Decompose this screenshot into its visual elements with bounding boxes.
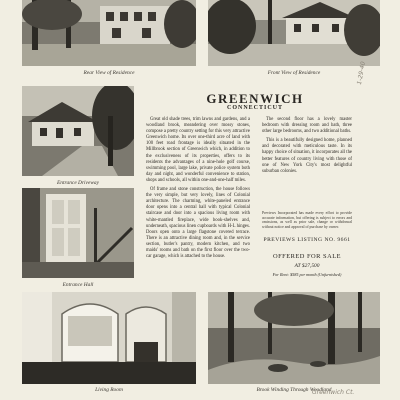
body-paragraph: Great old shade trees, trim lawns and gardens, and a woodland brook, meandering over mossy stones, compose a pretty country setting for this very attractive Greenwich home. Its over one-third acre of land with 100 feet road frontage is ideally situated in the Millbrook section of Greenwich which, in addition to the exclusiveness of its properties, offers to its residents the advantages of a nine-hole golf course, swimming pool, large lake, private police system both day and night, and wonderful convenience to station, shops and schools, all within one-and-one-half miles. xyxy=(146,117,250,183)
living-room-caption: Living Room xyxy=(95,387,123,393)
entrance-hall-caption: Entrance Hall xyxy=(62,282,94,288)
brook-photo xyxy=(208,292,380,384)
page-subtitle: CONNECTICUT xyxy=(226,105,283,111)
page-title: GREENWICH xyxy=(206,91,304,106)
front-view-photo xyxy=(208,0,380,66)
rent-price: For Rent: $585 per month (Unfurnished) xyxy=(272,272,342,277)
pencil-note-date: 1-29-40 xyxy=(356,60,367,86)
body-paragraph: Of frame and stone construction, the house follows the very simple, but very lovely, lines of Colonial architecture. The charming, white-paneled entrance door opens into a central hall with typical Colonial staircase and door into a spacious living room with white-mantled fireplace, wide book-shelves and, underneath, spacious linen cupboards with H-L hinges. Doors open onto a large flagstone covered terrace. There is an attractive dining room and, in the service section, butler's pantry, modern kitchen, and two maids' rooms and bath on the first floor over the two-car garage, which is attached to the house. xyxy=(146,187,250,260)
body-column-2 xyxy=(262,117,352,178)
body-paragraph: The second floor has a lovely master bedroom with dressing room and bath, three other large bedrooms, and two additional baths. xyxy=(262,117,352,135)
rear-view-photo xyxy=(22,0,196,66)
brook-caption: Brook Winding Through Woodland xyxy=(256,387,332,393)
listing-number: PREVIEWS LISTING NO. 9661 xyxy=(263,237,351,243)
disclaimer-note: Previews Incorporated has made every effort to provide accurate information, but offering is subject to errors and omissions, as well as prior sale, change or withdrawal without notice and approval of purchase by owner. xyxy=(262,211,352,229)
pencil-note-location: Greenwich Ct. xyxy=(312,389,355,396)
rear-view-caption: Rear View of Residence xyxy=(83,70,135,76)
entrance-driveway-caption: Entrance Driveway xyxy=(56,180,100,186)
sale-price: AT $27,500 xyxy=(294,263,320,269)
living-room-photo xyxy=(22,292,196,384)
entrance-hall-photo xyxy=(22,188,134,278)
body-column-1 xyxy=(146,117,250,263)
body-paragraph: This is a beautifully designed home, planned and decorated with meticulous taste. In its happy choice of situation, it incorporates all the better features of country living with those of one of New York City's most delightful suburban colonies. xyxy=(262,138,352,174)
entrance-driveway-photo xyxy=(22,86,134,176)
offered-for-sale: OFFERED FOR SALE xyxy=(272,253,341,260)
front-view-caption: Front View of Residence xyxy=(267,70,321,76)
